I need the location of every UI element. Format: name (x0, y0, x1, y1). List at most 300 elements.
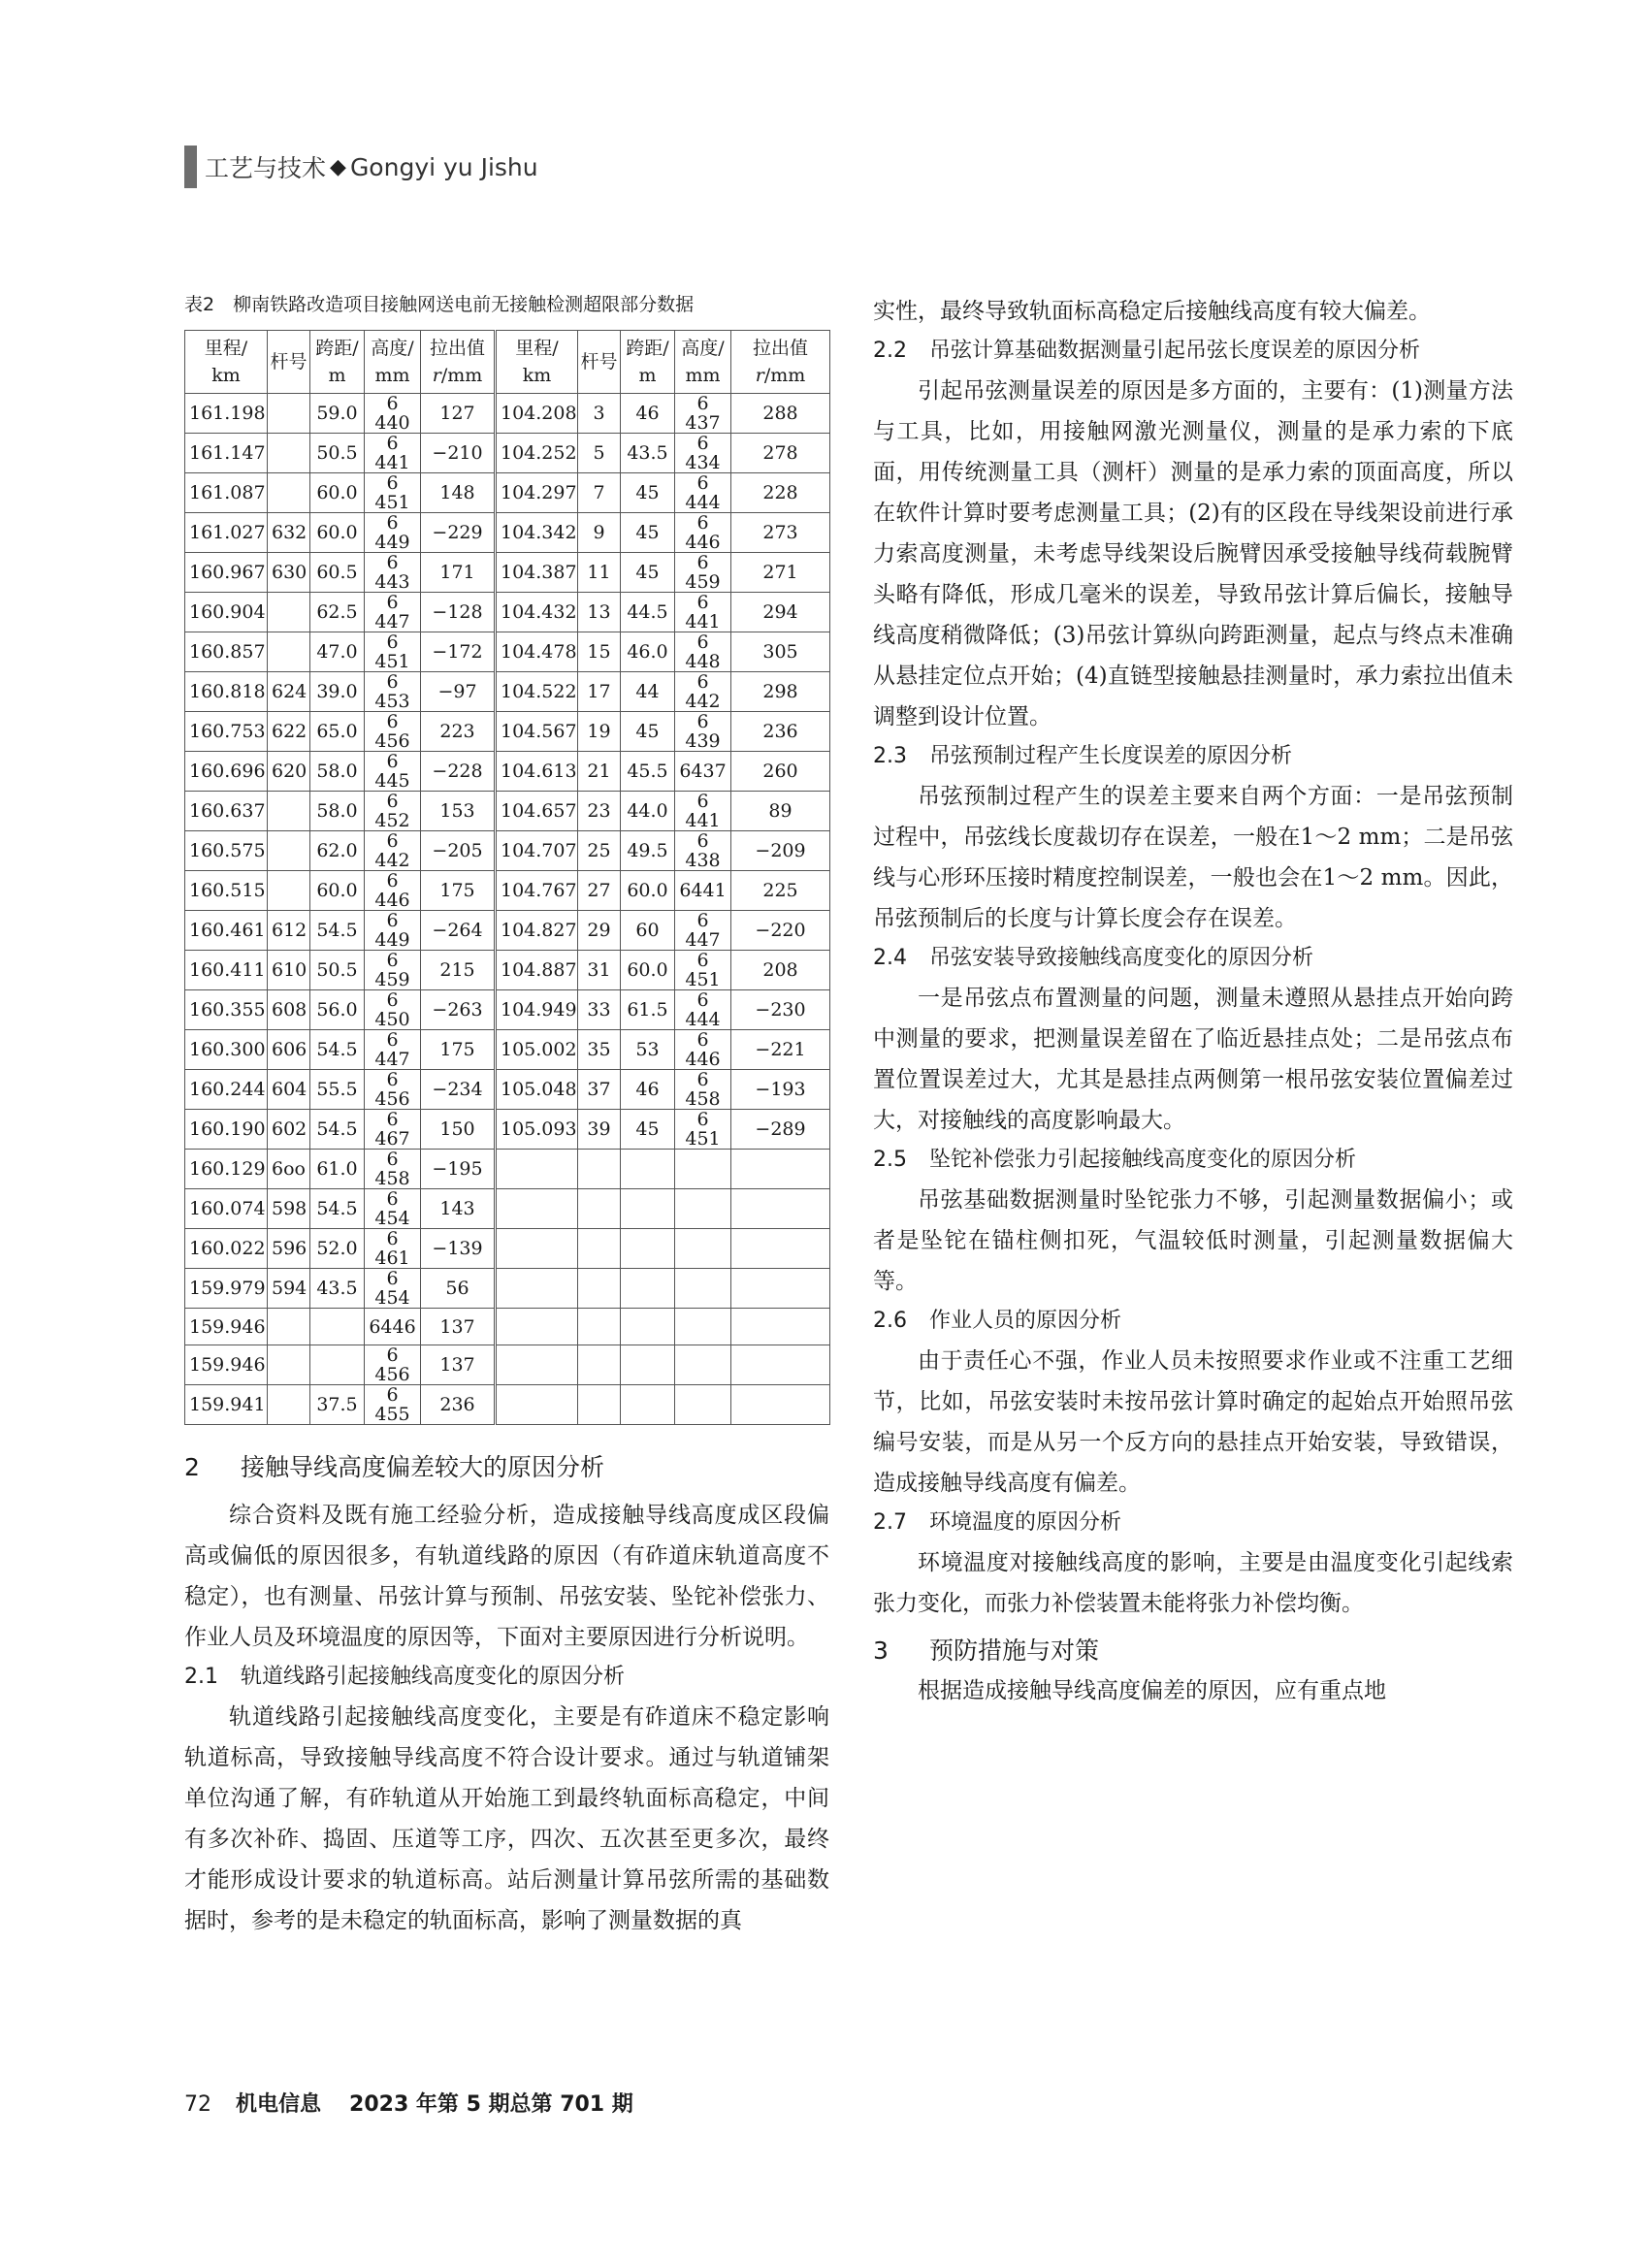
cell-pole: 608 (268, 990, 310, 1030)
cell-mileage: 159.979 (185, 1269, 268, 1309)
cell-pole-2: 17 (578, 672, 621, 712)
cell-stagger: 223 (421, 712, 496, 752)
cell-mileage-2: 104.767 (496, 871, 578, 911)
cell-pole: 602 (268, 1110, 310, 1150)
cell-stagger-2: 225 (731, 871, 830, 911)
issue-info: 2023 年第 5 期总第 701 期 (349, 2092, 633, 2117)
cell-pole-2: 39 (578, 1110, 621, 1150)
table-row (185, 792, 830, 831)
cell-mileage: 160.129 (185, 1150, 268, 1189)
cell-height: 6 447 (365, 1030, 421, 1070)
table-row (185, 1229, 830, 1269)
cell-height-2: 6 447 (675, 911, 731, 951)
col-header-height: 高度/ mm (365, 331, 421, 394)
cell-height: 6 454 (365, 1269, 421, 1309)
cell-span: 60.0 (310, 473, 365, 513)
cell-stagger-2: 271 (731, 553, 830, 593)
cell-span: 62.5 (310, 593, 365, 632)
cell-stagger-2: −230 (731, 990, 830, 1030)
cell-pole (268, 394, 310, 434)
cell-height: 6 458 (365, 1150, 421, 1189)
cell-span-2 (621, 1189, 675, 1229)
table-row (185, 752, 830, 792)
table-row (185, 672, 830, 712)
cell-span (310, 1309, 365, 1345)
cell-mileage: 161.147 (185, 434, 268, 473)
section-2-paragraph: 综合资料及既有施工经验分析，造成接触导线高度成区段偏高或偏低的原因很多，有轨道线路的原因（有砟道床轨道高度不稳定），也有测量、吊弦计算与预制、吊弦安装、坠铊补偿张力、作业人员及环境温度的原因等，下面对主要原因进行分析说明。 (184, 1503, 829, 1650)
cell-height-2: 6 448 (675, 632, 731, 672)
cell-stagger: 56 (421, 1269, 496, 1309)
cell-mileage: 160.411 (185, 951, 268, 990)
cell-stagger-2: −220 (731, 911, 830, 951)
cell-mileage-2: 104.478 (496, 632, 578, 672)
cell-stagger: −139 (421, 1229, 496, 1269)
cell-height: 6 441 (365, 434, 421, 473)
cell-stagger: 175 (421, 871, 496, 911)
cell-span-2: 45 (621, 513, 675, 553)
cell-pole (268, 1385, 310, 1425)
cell-stagger-2 (731, 1385, 830, 1425)
cell-height: 6 445 (365, 752, 421, 792)
col-header-stagger: 拉出值 r/mm (421, 331, 496, 394)
cell-mileage: 160.515 (185, 871, 268, 911)
section-2-4-heading (873, 939, 1513, 978)
section-2-3-number: 2.3 (873, 744, 907, 768)
cell-height: 6 449 (365, 911, 421, 951)
cell-span: 47.0 (310, 632, 365, 672)
cell-stagger-2: 273 (731, 513, 830, 553)
cell-stagger: 137 (421, 1309, 496, 1345)
section-2-heading (184, 1448, 829, 1487)
cell-pole-2: 31 (578, 951, 621, 990)
col-header-mileage: 里程/ km (185, 331, 268, 394)
cell-height-2: 6 439 (675, 712, 731, 752)
cell-pole (268, 792, 310, 831)
table-row (185, 632, 830, 672)
cell-pole: 630 (268, 553, 310, 593)
header-section-py: Gongyi yu Jishu (349, 152, 538, 181)
cell-pole (268, 632, 310, 672)
cell-pole-2: 29 (578, 911, 621, 951)
cell-mileage: 160.818 (185, 672, 268, 712)
cell-height: 6 456 (365, 712, 421, 752)
cell-mileage-2 (496, 1229, 578, 1269)
cell-span: 61.0 (310, 1150, 365, 1189)
cell-span-2 (621, 1345, 675, 1385)
col-header-pole-2: 杆号 (578, 331, 621, 394)
cell-pole-2: 21 (578, 752, 621, 792)
cell-pole: 620 (268, 752, 310, 792)
cell-span: 54.5 (310, 1030, 365, 1070)
table-row (185, 871, 830, 911)
table-row (185, 1269, 830, 1309)
table-row (185, 1345, 830, 1385)
col-header-span: 跨距/ m (310, 331, 365, 394)
cell-span-2 (621, 1150, 675, 1189)
section-2-1-paragraph: 轨道线路引起接触线高度变化，主要是有砟道床不稳定影响轨道标高，导致接触导线高度不符合设计要求。通过与轨道铺架单位沟通了解，有砟轨道从开始施工到最终轨面标高稳定，中间有多次补砟、捣固、压道等工序，四次、五次甚至更多次，最终才能形成设计要求的轨道标高。站后测量计算吊弦所需的基础数据时，参考的是未稳定的轨面标高，影响了测量数据的真 (184, 1704, 829, 1933)
cell-pole-2: 19 (578, 712, 621, 752)
cell-span-2: 45 (621, 473, 675, 513)
cell-pole-2: 3 (578, 394, 621, 434)
cell-stagger-2: 288 (731, 394, 830, 434)
cell-mileage-2 (496, 1385, 578, 1425)
left-column (184, 291, 829, 1941)
cell-pole-2: 23 (578, 792, 621, 831)
cell-mileage-2: 104.567 (496, 712, 578, 752)
cell-span: 62.0 (310, 831, 365, 871)
cell-pole: 606 (268, 1030, 310, 1070)
cell-span-2: 45 (621, 1110, 675, 1150)
cell-mileage: 160.074 (185, 1189, 268, 1229)
section-2-6-number: 2.6 (873, 1309, 907, 1333)
cell-height-2: 6 458 (675, 1070, 731, 1110)
cell-height: 6 454 (365, 1189, 421, 1229)
cell-stagger: −97 (421, 672, 496, 712)
section-2-7-title: 环境温度的原因分析 (929, 1510, 1122, 1535)
cell-pole-2: 25 (578, 831, 621, 871)
cell-height-2: 6 442 (675, 672, 731, 712)
cell-height: 6 443 (365, 553, 421, 593)
section-2-1-heading (184, 1658, 829, 1697)
cell-span-2: 45 (621, 553, 675, 593)
cell-stagger: 143 (421, 1189, 496, 1229)
cell-mileage-2: 104.887 (496, 951, 578, 990)
cell-span-2: 44.0 (621, 792, 675, 831)
running-header (184, 146, 538, 188)
cell-mileage-2: 104.827 (496, 911, 578, 951)
cell-height-2: 6 437 (675, 394, 731, 434)
cell-pole (268, 1309, 310, 1345)
cell-pole-2 (578, 1385, 621, 1425)
section-2-3-heading (873, 737, 1513, 776)
cell-stagger: 215 (421, 951, 496, 990)
cell-pole-2: 9 (578, 513, 621, 553)
cell-stagger: −234 (421, 1070, 496, 1110)
cell-span: 58.0 (310, 792, 365, 831)
cell-height-2: 6 459 (675, 553, 731, 593)
cell-height: 6446 (365, 1309, 421, 1345)
cell-height-2: 6441 (675, 871, 731, 911)
cell-stagger-2: −221 (731, 1030, 830, 1070)
cell-mileage-2: 104.707 (496, 831, 578, 871)
cell-span-2: 43.5 (621, 434, 675, 473)
cell-pole-2 (578, 1229, 621, 1269)
cell-mileage: 159.946 (185, 1345, 268, 1385)
cell-height: 6 440 (365, 394, 421, 434)
cell-mileage-2: 104.657 (496, 792, 578, 831)
cell-pole-2: 15 (578, 632, 621, 672)
cell-span (310, 1345, 365, 1385)
cell-pole (268, 831, 310, 871)
section-2-5-title: 坠铊补偿张力引起接触线高度变化的原因分析 (929, 1148, 1357, 1172)
cell-stagger: 236 (421, 1385, 496, 1425)
cell-mileage: 160.244 (185, 1070, 268, 1110)
cell-span: 54.5 (310, 911, 365, 951)
cell-span: 50.5 (310, 434, 365, 473)
cell-height-2: 6 441 (675, 593, 731, 632)
cell-stagger-2: 236 (731, 712, 830, 752)
cell-height: 6 442 (365, 831, 421, 871)
cell-pole-2 (578, 1269, 621, 1309)
cell-span: 50.5 (310, 951, 365, 990)
cell-stagger: 127 (421, 394, 496, 434)
table-row (185, 1189, 830, 1229)
cell-height: 6 446 (365, 871, 421, 911)
cell-mileage-2 (496, 1269, 578, 1309)
cell-stagger-2 (731, 1150, 830, 1189)
data-table (184, 330, 830, 1425)
cell-stagger-2 (731, 1345, 830, 1385)
cell-height-2: 6437 (675, 752, 731, 792)
cell-mileage: 160.461 (185, 911, 268, 951)
cell-span: 43.5 (310, 1269, 365, 1309)
cell-height: 6 456 (365, 1070, 421, 1110)
cell-height: 6 449 (365, 513, 421, 553)
cell-span: 60.5 (310, 553, 365, 593)
table-row (185, 951, 830, 990)
cell-span-2: 60.0 (621, 871, 675, 911)
cell-pole (268, 1345, 310, 1385)
table-header-row (185, 331, 830, 394)
cell-span-2: 60 (621, 911, 675, 951)
cell-pole-2: 35 (578, 1030, 621, 1070)
cell-mileage: 160.022 (185, 1229, 268, 1269)
cell-stagger-2: 294 (731, 593, 830, 632)
section-3-paragraph: 根据造成接触导线高度偏差的原因，应有重点地 (918, 1678, 1386, 1703)
cell-height: 6 451 (365, 473, 421, 513)
cell-height: 6 450 (365, 990, 421, 1030)
cell-height: 6 456 (365, 1345, 421, 1385)
table-row (185, 394, 830, 434)
cell-span-2: 45 (621, 712, 675, 752)
cell-mileage-2 (496, 1345, 578, 1385)
col-header-stagger-2: 拉出值 r/mm (731, 331, 830, 394)
cell-mileage: 161.198 (185, 394, 268, 434)
cell-mileage-2: 104.949 (496, 990, 578, 1030)
cell-pole-2 (578, 1150, 621, 1189)
cell-pole-2 (578, 1309, 621, 1345)
cell-mileage: 160.637 (185, 792, 268, 831)
cell-pole (268, 871, 310, 911)
cell-span-2: 44 (621, 672, 675, 712)
cell-span: 55.5 (310, 1070, 365, 1110)
cell-height-2 (675, 1269, 731, 1309)
diamond-icon: ◆ (330, 154, 346, 179)
cell-mileage: 160.904 (185, 593, 268, 632)
section-2-4-title: 吊弦安装导致接触线高度变化的原因分析 (929, 946, 1314, 970)
cell-mileage: 160.190 (185, 1110, 268, 1150)
cell-stagger-2: −193 (731, 1070, 830, 1110)
cell-span: 58.0 (310, 752, 365, 792)
section-2-7-paragraph: 环境温度对接触线高度的影响，主要是由温度变化引起线索张力变化，而张力补偿装置未能将张力补偿均衡。 (873, 1550, 1513, 1616)
section-2-2-paragraph: 引起吊弦测量误差的原因是多方面的，主要有：(1)测量方法与工具，比如，用接触网激光测量仪，测量的是承力索的下底面，用传统测量工具（测杆）测量的是承力索的顶面高度，所以在软件计算时要考虑测量工具；(2)有的区段在导线架设前进行承力索高度测量，未考虑导线架设后腕臂因承受接触导线荷载腕臂头略有降低，形成几毫米的误差，导致吊弦计算后偏长，接触导线高度稍微降低；(3)吊弦计算纵向跨距测量，起点与终点未准确从悬挂定位点开始；(4)直链型接触悬挂测量时，承力索拉出值未调整到设计位置。 (873, 378, 1513, 729)
col-header-pole: 杆号 (268, 331, 310, 394)
cell-span-2: 49.5 (621, 831, 675, 871)
cell-mileage: 160.753 (185, 712, 268, 752)
table-row (185, 513, 830, 553)
cell-span: 39.0 (310, 672, 365, 712)
page-footer (184, 2088, 633, 2118)
section-2-7-number: 2.7 (873, 1510, 907, 1535)
section-2-5-paragraph: 吊弦基础数据测量时坠铊张力不够，引起测量数据偏小；或者是坠铊在锚柱侧扣死，气温较低时测量，引起测量数据偏大等。 (873, 1187, 1513, 1294)
cell-mileage-2 (496, 1309, 578, 1345)
table-row (185, 1309, 830, 1345)
cell-stagger: −205 (421, 831, 496, 871)
cell-height-2: 6 444 (675, 990, 731, 1030)
cell-mileage-2: 104.252 (496, 434, 578, 473)
col-header-height-2: 高度/ mm (675, 331, 731, 394)
table-row (185, 990, 830, 1030)
cell-span: 54.5 (310, 1189, 365, 1229)
cell-stagger-2: 260 (731, 752, 830, 792)
cell-span-2: 61.5 (621, 990, 675, 1030)
cell-stagger: −210 (421, 434, 496, 473)
section-2-3-title: 吊弦预制过程产生长度误差的原因分析 (929, 744, 1293, 768)
cell-pole: 598 (268, 1189, 310, 1229)
section-3-heading (873, 1632, 1513, 1670)
cell-pole: 632 (268, 513, 310, 553)
cell-stagger: 148 (421, 473, 496, 513)
table-row (185, 1030, 830, 1070)
cell-pole-2: 7 (578, 473, 621, 513)
cell-height-2 (675, 1345, 731, 1385)
table-row (185, 553, 830, 593)
section-2-5-heading (873, 1141, 1513, 1180)
cell-pole: 622 (268, 712, 310, 752)
table-row (185, 1110, 830, 1150)
cell-height-2 (675, 1309, 731, 1345)
cell-stagger: −264 (421, 911, 496, 951)
cell-stagger: 171 (421, 553, 496, 593)
cell-span: 52.0 (310, 1229, 365, 1269)
cell-height: 6 452 (365, 792, 421, 831)
cell-pole: 624 (268, 672, 310, 712)
right-column (873, 291, 1513, 1711)
table-caption: 表2 柳南铁路改造项目接触网送电前无接触检测超限部分数据 (184, 294, 695, 315)
cell-span-2: 44.5 (621, 593, 675, 632)
cell-height-2: 6 446 (675, 513, 731, 553)
cell-stagger: −263 (421, 990, 496, 1030)
cell-pole: 612 (268, 911, 310, 951)
cell-mileage-2: 104.522 (496, 672, 578, 712)
cell-mileage-2: 105.002 (496, 1030, 578, 1070)
cell-span-2: 46 (621, 1070, 675, 1110)
cell-stagger-2: 228 (731, 473, 830, 513)
section-2-4-paragraph: 一是吊弦点布置测量的问题，测量未遵照从悬挂点开始向跨中测量的要求，把测量误差留在了临近悬挂点处；二是吊弦点布置位置误差过大，尤其是悬挂点两侧第一根吊弦安装位置偏差过大，对接触线的高度影响最大。 (873, 986, 1513, 1133)
section-2-3-paragraph: 吊弦预制过程产生的误差主要来自两个方面：一是吊弦预制过程中，吊弦线长度裁切存在误差，一般在1～2 mm；二是吊弦线与心形环压接时精度控制误差，一般也会在1～2 mm。因此，吊弦预制后的长度与计算长度会存在误差。 (873, 784, 1513, 931)
cell-pole-2: 33 (578, 990, 621, 1030)
cell-mileage-2 (496, 1150, 578, 1189)
cell-stagger-2 (731, 1229, 830, 1269)
cell-pole-2 (578, 1345, 621, 1385)
cell-pole-2: 13 (578, 593, 621, 632)
cell-pole-2: 37 (578, 1070, 621, 1110)
section-2-2-heading (873, 332, 1513, 371)
cell-stagger: 150 (421, 1110, 496, 1150)
cell-height-2: 6 441 (675, 792, 731, 831)
cell-pole-2: 27 (578, 871, 621, 911)
cell-span-2: 46 (621, 394, 675, 434)
cell-span: 60.0 (310, 513, 365, 553)
cell-span-2: 53 (621, 1030, 675, 1070)
journal-title: 机电信息 (236, 2092, 322, 2117)
cell-height: 6 455 (365, 1385, 421, 1425)
section-2-number: 2 (184, 1453, 200, 1481)
cell-stagger-2 (731, 1309, 830, 1345)
cell-span: 56.0 (310, 990, 365, 1030)
cell-stagger-2: −209 (731, 831, 830, 871)
cell-stagger: −128 (421, 593, 496, 632)
cell-pole: 604 (268, 1070, 310, 1110)
table-row (185, 434, 830, 473)
page-number: 72 (184, 2092, 211, 2117)
cell-mileage-2: 105.048 (496, 1070, 578, 1110)
cell-height: 6 459 (365, 951, 421, 990)
section-2-7-heading (873, 1504, 1513, 1542)
cell-span-2 (621, 1229, 675, 1269)
cell-height: 6 451 (365, 632, 421, 672)
cell-height: 6 467 (365, 1110, 421, 1150)
cell-height-2: 6 451 (675, 1110, 731, 1150)
cell-stagger: −229 (421, 513, 496, 553)
cell-pole (268, 434, 310, 473)
cell-height: 6 447 (365, 593, 421, 632)
cell-pole: 610 (268, 951, 310, 990)
table-row (185, 1385, 830, 1425)
cell-stagger: 137 (421, 1345, 496, 1385)
cell-span-2: 60.0 (621, 951, 675, 990)
cell-stagger-2: −289 (731, 1110, 830, 1150)
cell-mileage: 160.575 (185, 831, 268, 871)
table-row (185, 911, 830, 951)
cell-pole-2: 5 (578, 434, 621, 473)
cell-stagger: −172 (421, 632, 496, 672)
table-row (185, 1070, 830, 1110)
table-row (185, 593, 830, 632)
table-row (185, 831, 830, 871)
section-2-6-title: 作业人员的原因分析 (929, 1309, 1122, 1333)
section-2-1-number: 2.1 (184, 1665, 218, 1689)
cell-height-2: 6 438 (675, 831, 731, 871)
cell-span: 37.5 (310, 1385, 365, 1425)
cell-pole-2: 11 (578, 553, 621, 593)
cell-pole: 6oo (268, 1150, 310, 1189)
cell-height-2 (675, 1150, 731, 1189)
cell-mileage-2: 105.093 (496, 1110, 578, 1150)
cell-stagger: −228 (421, 752, 496, 792)
header-section-cn: 工艺与技术 (205, 154, 327, 182)
cell-stagger: 175 (421, 1030, 496, 1070)
cell-mileage-2: 104.208 (496, 394, 578, 434)
section-3-number: 3 (873, 1636, 889, 1665)
col-header-span-2: 跨距/ m (621, 331, 675, 394)
cell-span-2: 45.5 (621, 752, 675, 792)
cell-mileage-2: 104.613 (496, 752, 578, 792)
cell-height-2: 6 451 (675, 951, 731, 990)
cell-mileage-2 (496, 1189, 578, 1229)
table-row (185, 473, 830, 513)
cell-mileage: 160.857 (185, 632, 268, 672)
cell-height: 6 453 (365, 672, 421, 712)
cell-span-2: 46.0 (621, 632, 675, 672)
cell-pole (268, 593, 310, 632)
cell-mileage: 159.946 (185, 1309, 268, 1345)
cell-mileage-2: 104.297 (496, 473, 578, 513)
cell-span: 59.0 (310, 394, 365, 434)
cell-stagger-2: 278 (731, 434, 830, 473)
section-2-2-title: 吊弦计算基础数据测量引起吊弦长度误差的原因分析 (929, 339, 1421, 363)
cell-mileage-2: 104.342 (496, 513, 578, 553)
